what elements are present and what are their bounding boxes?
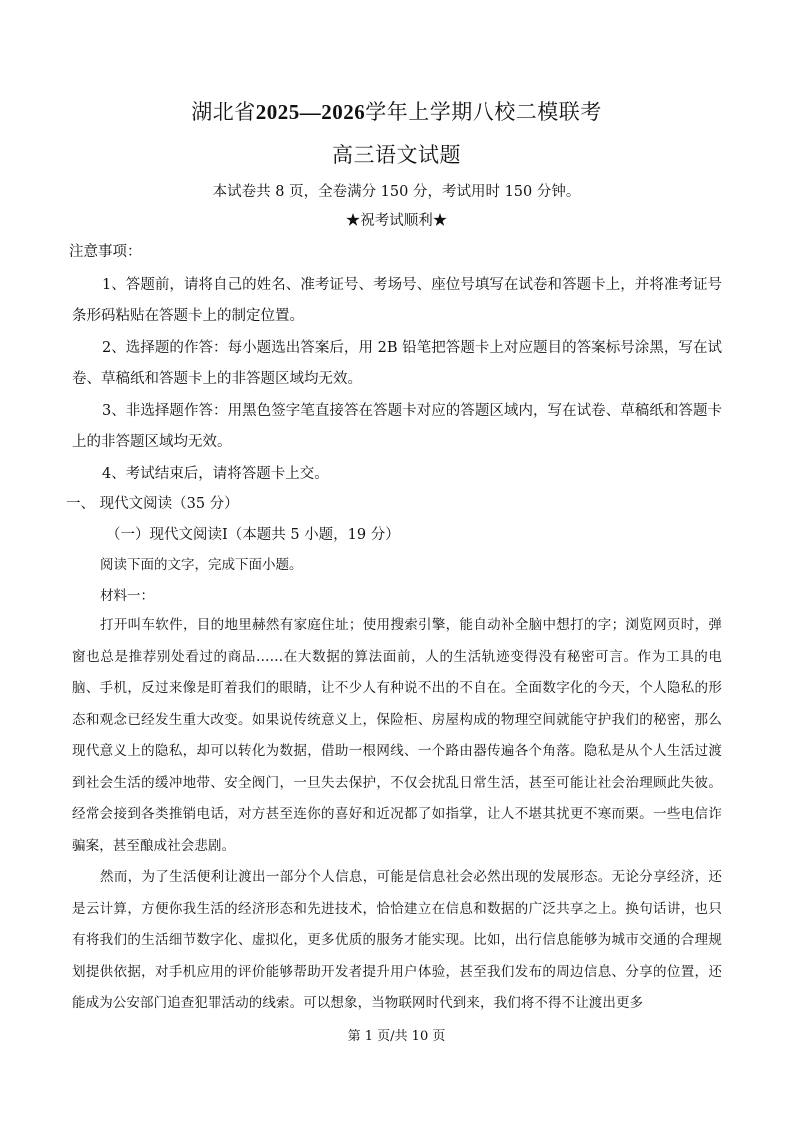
section-heading: 一、 现代文阅读（35 分） — [66, 496, 239, 512]
notice-item-2: 2、选择题的作答：每小题选出答案后，用 2B 铅笔把答题卡上对应题目的答案标号涂黑，写在试卷、草稿纸和答题卡上的非答题区域均无效。 — [72, 340, 722, 387]
exam-title — [0, 96, 793, 126]
material-paragraph-2: 然而，为了生活便利让渡出一部分个人信息，可能是信息社会必然出现的发展形态。无论分享经济，还是云计算，方便你我生活的经济形态和先进技术，恰恰建立在信息和数据的广泛共享之上。换句话讲，也只有将我们的生活细节数字化、虚拟化，更多优质的服务才能实现。比如，出行信息能够为城市交通的合理规划提供依据，对手机应用的评价能够帮助开发者提升用户体验，甚至我们发布的周边信息、分享的位置，还能成为公安部门追查犯罪活动的线索。可以想象，当物联网时代到来，我们将不得不让渡出更多 — [72, 869, 722, 1011]
material-paragraph-1: 打开叫车软件，目的地里赫然有家庭住址；使用搜索引擎，能自动补全脑中想打的字；浏览网页时，弹窗也总是推荐别处看过的商品……在大数据的算法面前，人的生活轨迹变得没有秘密可言。作为工具的电脑、手机，反过来像是盯着我们的眼睛，让不少人有种说不出的不自在。全面数字化的今天，个人隐私的形态和观念已经发生重大改变。如果说传统意义上，保险柜、房屋构成的物理空间就能守护我们的秘密，那么现代意义上的隐私，却可以转化为数据，借助一根网线、一个路由器传遍各个角落。隐私是从个人生活过渡到社会生活的缓冲地带、安全阀门，一旦失去保护，不仅会扰乱日常生活，甚至可能让社会治理顾此失彼。经常会接到各类推销电话，对方甚至连你的喜好和近况都了如指掌，让人不堪其扰更不寒而栗。一些电信诈骗案，甚至酿成社会悲剧。 — [72, 617, 722, 854]
title-prefix: 湖北省 — [191, 100, 256, 124]
page-footer: 第 1 页/共 10 页 — [347, 1029, 446, 1044]
exam-info: 本试卷共 8 页，全卷满分 150 分，考试用时 150 分钟。 — [212, 184, 581, 200]
title-suffix: 学年上学期八校二模联考 — [365, 100, 602, 124]
exam-subtitle: 高三语文试题 — [332, 143, 461, 167]
notice-item-3: 3、非选择题作答：用黑色签字笔直接答在答题卡对应的答题区域内，写在试卷、草稿纸和答题卡上的非答题区域均无效。 — [72, 403, 722, 450]
notice-heading: 注意事项： — [69, 244, 142, 260]
reading-instruction: 阅读下面的文字，完成下面小题。 — [100, 557, 303, 573]
subsection-heading: （一）现代文阅读Ⅰ（本题共 5 小题，19 分） — [106, 527, 400, 543]
notice-item-4: 4、考试结束后，请将答题卡上交。 — [102, 466, 329, 482]
title-years: 2025—2026 — [255, 100, 366, 124]
material-label: 材料一： — [100, 588, 154, 604]
good-luck-line: ★祝考试顺利★ — [345, 213, 448, 229]
notice-item-1: 1、答题前，请将自己的姓名、准考证号、考场号、座位号填写在试卷和答题卡上，并将准考证号条形码粘贴在答题卡上的制定位置。 — [72, 277, 722, 324]
